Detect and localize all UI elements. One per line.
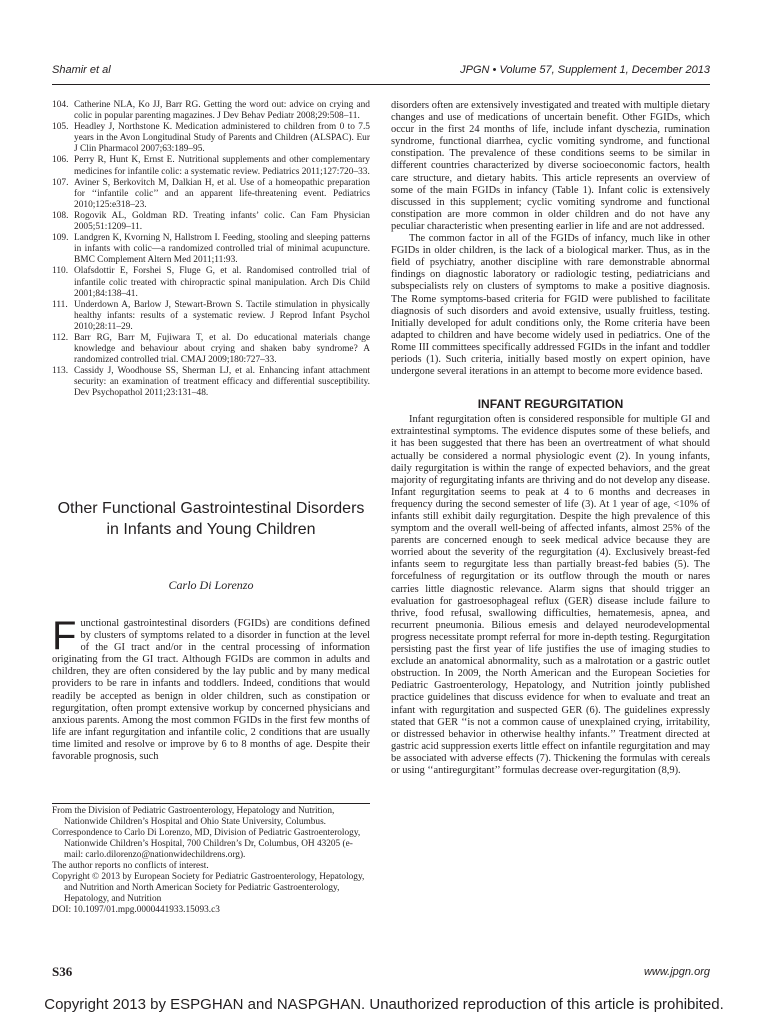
header-rule bbox=[52, 84, 710, 85]
reference-text: Catherine NLA, Ko JJ, Barr RG. Getting the word out: advice on crying and colic in popular parenting magazines. J Dev Behav Pediatr 2008;29:508–11. bbox=[74, 100, 370, 122]
header-journal: JPGN • Volume 57, Supplement 1, December 2013 bbox=[460, 64, 710, 76]
reference-text: Headley J, Northstone K. Medication administered to children from 0 to 7.5 years in the Avon Longitudinal Study of Parents and Children (ALSPAC). Eur J Clin Pharmacol 2007;63:189–95. bbox=[74, 122, 370, 155]
reference-number: 107. bbox=[52, 177, 69, 188]
reference-item bbox=[52, 155, 370, 177]
reference-item bbox=[52, 333, 370, 366]
reference-number: 112. bbox=[52, 332, 69, 343]
reference-list bbox=[52, 100, 370, 400]
reference-text: Olafsdottir E, Forshei S, Fluge G, et al. Randomised controlled trial of infantile colic treated with chiropractic spinal manipulation. Arch Dis Child 2001;84:138–41. bbox=[74, 266, 370, 299]
reference-item bbox=[52, 300, 370, 333]
drop-cap: F bbox=[52, 614, 77, 658]
reference-item bbox=[52, 100, 370, 122]
body-paragraph: Infant regurgitation often is considered responsible for multiple GI and extraintestinal symptoms. The evidence disputes some of these beliefs, and it has been suggested that there has been an overtreatment of what should actually be considered a normal physiologic event (2). In young infants, daily regurgitation is within the range of expected behaviors, and the great majority of regurgitating infants are thriving and do not develop any disease. Infant regurgitation seems to peak at 4 to 6 months and decreases in frequency during the second semester of life (3). At 1 year of age, <10% of infants still exhibit daily regurgitation. Despite the high prevalence of this symptom and the overall well-being of affected infants, almost 25% of the parents are concerned enough to seek medical advice because they are worried about the severity of the regurgitation (4). Exclusively breast-fed infants seem to regurgitate less than partially breast-fed babies (5). The forcefulness of regurgitation or its outflow through the mouth or nares carries little diagnostic relevance. Alarm signs that should trigger an evaluation for gastroesophageal reflux (GER) disease include failure to thrive, food refusal, swallowing difficulties, hematemesis, apnea, and recurrent pneumonia. Bilious emesis and delayed neurodevelopmental progress necessitate prompt referral for more in-depth testing. Regurgitation persisting past the first year of life justifies the use of imaging studies to exclude an anatomical abnormality, such as a malrotation or a gastric outlet obstruction. In 2009, the North American and the European Societies for Pediatric Gastroenterology, Hepatology, and Nutrition jointly published practice guidelines that discuss evidence for when to evaluate and treat an infant with regurgitation and suspected GER (6). The guidelines expressly stated that GER ‘‘is not a common cause of unexplained crying, irritability, or distressed behavior in otherwise healthy infants.’’ Treatment directed at gastric acid suppression exerts little effect on infantile regurgitation and may be associated with adverse effects (7). Thickening the formulas with cereals or using ‘‘antiregurgitant’’ formulas decrease over-regurgitation (8,9). bbox=[391, 414, 710, 776]
body-paragraph: disorders often are extensively investigated and treated with multiple dietary changes and use of medications of uncertain benefit. Other FGIDs, which occur in the first 24 months of life, include infant dyschezia, rumination syndrome, functional diarrhea, cyclic vomiting syndrome, and functional constipation. The prevalence of these conditions seems to be similar in different countries characterized by diverse socioeconomic factors, health care structure, and dietary habits. This article represents an overview of some of the main FGIDs in infancy (Table 1). Infant colic is extensively discussed in this supplement; cyclic vomiting syndrome and functional constipation are more common in older children and do not have any peculiar characteristic when presenting earlier in life and are not addressed. bbox=[391, 100, 710, 232]
reference-text: Aviner S, Berkovitch M, Dalkian H, et al. Use of a homeopathic preparation for ‘‘infantile colic’’ and an apparent life-threatening event. Pediatrics 2010;125:e318–23. bbox=[74, 177, 370, 210]
intro-text: unctional gastrointestinal disorders (FGIDs) are conditions defined by clusters of symptoms related to a disorder in function at the level of the GI tract and/or in the central processing of information originating from the GI tract. Although FGIDs are common in adults and children, they are often considered by the lay public and by many medical providers to be rare in infants and toddlers. Indeed, conditions that would readily be accepted as benign in older children, such as constipation or regurgitation, often prompt extensive workup by concerned physicians and anxious parents. Among the most common FGIDs in the first few months of life are infant regurgitation and infantile colic, 2 conditions that are usually time limited and resolve or improve by 6 to 8 months of age. Despite their favorable prognosis, such bbox=[52, 618, 370, 763]
reference-text: Landgren K, Kvorning N, Hallstrom I. Feeding, stooling and sleeping patterns in infants with colic—a randomized controlled trial of minimal acupuncture. BMC Complement Altern Med 2011;11:93. bbox=[74, 233, 370, 266]
footnote-rule bbox=[52, 803, 370, 804]
footnotes bbox=[52, 806, 370, 916]
running-header bbox=[52, 64, 710, 80]
reference-text: Barr RG, Barr M, Fujiwara T, et al. Do educational materials change knowledge and behaviour about crying and shaken baby syndrome? A randomized controlled trial. CMAJ 2009;180:727–33. bbox=[74, 332, 370, 366]
reference-item bbox=[52, 211, 370, 233]
footnote-affiliation: From the Division of Pediatric Gastroenterology, Hepatology and Nutrition, Nationwide Children’s Hospital and Ohio State University, Columbus. bbox=[52, 806, 335, 827]
reference-number: 106. bbox=[52, 155, 69, 166]
copyright-notice: Copyright 2013 by ESPGHAN and NASPGHAN. Unauthorized reproduction of this article is prohibited. bbox=[44, 996, 724, 1013]
right-column bbox=[391, 100, 710, 777]
reference-item bbox=[52, 122, 370, 155]
section-heading: INFANT REGURGITATION bbox=[477, 397, 624, 412]
reference-item bbox=[52, 178, 370, 211]
reference-text: Perry R, Hunt K, Ernst E. Nutritional supplements and other complementary medicines for infantile colic: a systematic review. Pediatrics 2011;127:720–33. bbox=[74, 155, 370, 177]
reference-number: 113. bbox=[52, 366, 69, 377]
reference-number: 104. bbox=[52, 100, 69, 110]
reference-text: Cassidy J, Woodhouse SS, Sherman LJ, et al. Enhancing infant attachment security: an examination of treatment efficacy and differential susceptibility. Dev Psychopathol 2011;23:131–48. bbox=[74, 366, 370, 399]
reference-number: 110. bbox=[52, 266, 69, 277]
reference-number: 105. bbox=[52, 122, 69, 133]
reference-text: Underdown A, Barlow J, Stewart-Brown S. Tactile stimulation in physically healthy infants: results of a systematic review. J Reprod Infant Psychol 2010;28:11–29. bbox=[74, 299, 370, 332]
body-paragraph: The common factor in all of the FGIDs of infancy, much like in other FGIDs in older children, is the lack of a biological marker. Thus, as in the field of psychiatry, another discipline with rare demonstrable abnormal findings on diagnostic laboratory or radiologic testing, pediatricians and subspecialists rely on clusters of symptoms to make a positive diagnosis. The Rome symptoms-based criteria for FGID were published to facilitate diagnosis of such disorders and avoid extensive, usually fruitless, testing. Initially developed for adult conditions only, the Rome criteria have been adapted to children and have become widely used in pediatrics. One of the Rome III committees specifically addressed FGIDs in the infant and toddler periods (1). Such criteria, initially based mostly on expert opinion, have undergone several iterations in an attempt to become more evidence based. bbox=[391, 233, 710, 378]
intro-paragraph bbox=[52, 614, 370, 763]
article-author: Carlo Di Lorenzo bbox=[168, 578, 254, 592]
reference-number: 109. bbox=[52, 233, 69, 244]
reference-number: 108. bbox=[52, 210, 69, 221]
footnote-conflicts: The author reports no conflicts of interest. bbox=[52, 861, 209, 871]
footnote-correspondence: Correspondence to Carlo Di Lorenzo, MD, Division of Pediatric Gastroenterology, Nationwide Children’s Hospital, 700 Children’s Dr, Columbus, OH 43205 (e-mail: carlo.dilorenzo@nationwidechildrens.org). bbox=[52, 828, 361, 860]
footnote-doi: DOI: 10.1097/01.mpg.0000441933.15093.c3 bbox=[52, 905, 220, 915]
reference-number: 111. bbox=[52, 299, 68, 310]
article-title: Other Functional Gastrointestinal Disorders in Infants and Young Children bbox=[57, 500, 365, 538]
reference-item bbox=[52, 266, 370, 299]
journal-website: www.jpgn.org bbox=[643, 966, 710, 978]
page-number: S36 bbox=[52, 964, 73, 979]
reference-item bbox=[52, 366, 370, 399]
reference-item bbox=[52, 233, 370, 266]
reference-text: Rogovik AL, Goldman RD. Treating infants’ colic. Can Fam Physician 2005;51:1209–11. bbox=[74, 210, 370, 233]
header-authors: Shamir et al bbox=[52, 64, 111, 76]
footnote-copyright: Copyright © 2013 by European Society for Pediatric Gastroenterology, Hepatology, and Nutrition and North American Society for Pediatric Gastroenterology, Hepatology, and Nutrition bbox=[52, 872, 365, 904]
